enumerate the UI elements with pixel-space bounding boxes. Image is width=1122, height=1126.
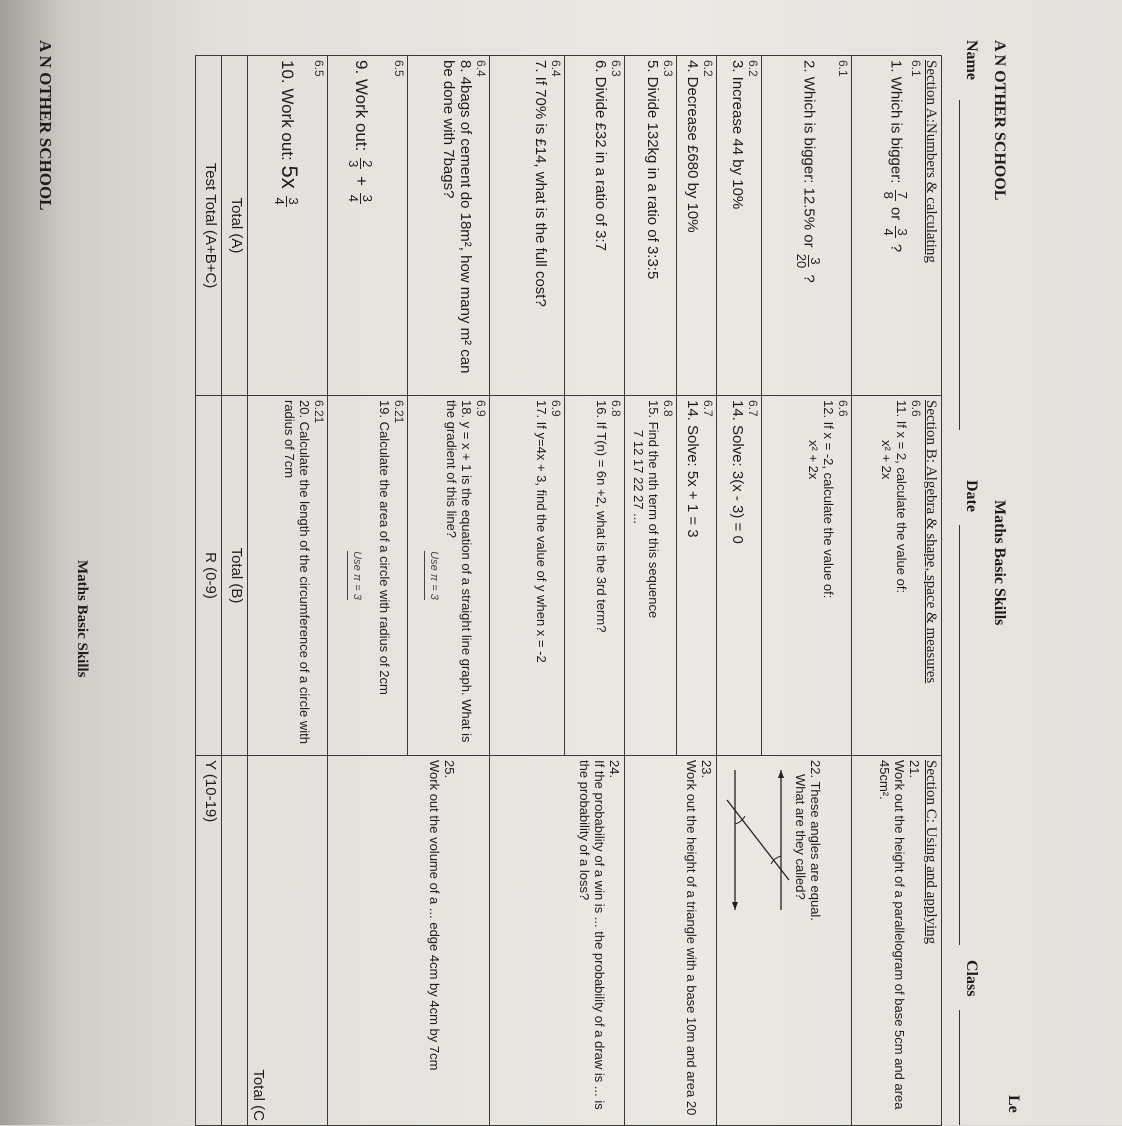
- q23-cell: [625, 756, 717, 1126]
- q10-multiplier: 5x: [277, 165, 303, 189]
- q5-cell: [625, 56, 677, 396]
- section-c-heading: Section C: Using and applying: [923, 760, 939, 945]
- band-y-cell[interactable]: [196, 756, 222, 1126]
- q22-question: What are they called?: [793, 774, 808, 900]
- q14-ref: 6.7: [701, 400, 715, 417]
- q12-ref: 6.6: [836, 400, 850, 417]
- q15-text: 15. Find the nth term of this sequence: [646, 400, 661, 619]
- total-b-label: Total (B): [228, 547, 245, 604]
- q11-ref: 6.6: [909, 400, 923, 417]
- q21-text: Work out the height of a parallelogram of base 5cm and area 45cm².: [877, 760, 907, 1110]
- q5-ref: 6.3: [661, 60, 675, 77]
- q9: [347, 60, 374, 391]
- q22-cell: [717, 756, 852, 1126]
- q6-text: 6. Divide £32 in a ratio of 3:7: [592, 60, 609, 251]
- q6-ref: 6.3: [609, 60, 623, 77]
- q13-ref: 6.7: [746, 400, 760, 417]
- total-c-cell: [248, 756, 328, 1126]
- q7-cell: [490, 56, 565, 396]
- q3-cell: [717, 56, 762, 396]
- q10-text: 10. Work out:: [278, 60, 298, 161]
- q11-cell: [852, 396, 942, 756]
- q7-ref: 6.4: [549, 60, 563, 77]
- section-b-heading: Section B: Algebra & shape, space & measures: [923, 400, 939, 684]
- q3-text: 3. Increase 44 by 10%: [729, 60, 746, 210]
- q12-expression: x² + 2x: [806, 440, 821, 480]
- band-y-label: Y (10-19): [202, 760, 219, 823]
- q8-text: 8. 4bags of cement do 18m², how many m² can be done with 7bags?: [440, 60, 474, 374]
- q18-ref: 6.9: [474, 400, 488, 417]
- section-a-heading: Section A:Numbers & calculating: [923, 60, 939, 263]
- q17-ref: 6.9: [549, 400, 563, 417]
- q25-number: 25.: [442, 760, 457, 779]
- q8-ref: 6.4: [474, 60, 488, 77]
- band-r-label: R (0-9): [202, 552, 219, 599]
- q10-cell: [248, 56, 328, 396]
- q2-qmark: ?: [800, 274, 818, 283]
- q8-cell: [408, 56, 490, 396]
- q4-cell: [677, 56, 717, 396]
- sheet-title: Maths Basic Skills: [991, 500, 1008, 626]
- q7-text: 7. If 70% is £14, what is the full cost?: [532, 60, 549, 307]
- q25-cell: [328, 756, 490, 1126]
- q20-cell: [248, 396, 328, 756]
- q13-cell: [717, 396, 762, 756]
- total-a-cell[interactable]: [222, 56, 248, 396]
- q23-number: 23.: [699, 760, 714, 779]
- footer-school-name: A N OTHER SCHOOL: [36, 40, 55, 211]
- test-total-label: Test Total (A+B+C): [202, 162, 219, 289]
- q15-sequence: 7 12 17 22 27 ...: [631, 430, 646, 524]
- date-label: Date: [963, 480, 980, 512]
- q19-cell: [328, 396, 408, 756]
- q3-ref: 6.2: [746, 60, 760, 77]
- q10: [272, 60, 303, 391]
- q1-fraction-b: 3 4: [881, 228, 910, 236]
- q21-cell: [852, 756, 942, 1126]
- angles-diagram: [723, 760, 793, 920]
- class-label: Class: [963, 960, 980, 997]
- q2: [795, 60, 822, 391]
- q1-or: or: [887, 206, 905, 221]
- q13-text: 14. Solve: 3(x - 3) = 0: [729, 400, 746, 544]
- q18-cell: [408, 396, 490, 756]
- q5-text: 5. Divide 132kg in a ratio of 3:3:5: [644, 60, 661, 280]
- q12-text: 12. If x = -2, calculate the value of:: [821, 400, 836, 599]
- footer-title: Maths Basic Skills: [74, 560, 90, 678]
- date-line[interactable]: [959, 525, 960, 945]
- q9-cell: [328, 56, 408, 396]
- q25-text: Work out the volume of a ... edge 4cm by 4cm by 7cm: [427, 760, 442, 1071]
- total-b-cell[interactable]: [222, 396, 248, 756]
- class-line[interactable]: [959, 1010, 960, 1125]
- q16-ref: 6.8: [609, 400, 623, 417]
- q21-number: 21.: [907, 760, 922, 779]
- q10-ref: 6.5: [312, 60, 326, 77]
- q6-cell: [565, 56, 625, 396]
- q15-ref: 6.8: [661, 400, 675, 417]
- q9-plus: +: [352, 176, 372, 186]
- worksheet: [30, 0, 1030, 1125]
- q12-cell: [762, 396, 852, 756]
- q14-text: 14. Solve: 5x + 1 = 3: [684, 400, 701, 538]
- q4-text: 4. Decrease £680 by 10%: [684, 60, 701, 233]
- q23-text: Work out the height of a triangle with a base 10m and area 20: [684, 760, 699, 1116]
- q1-text: 1. Which is bigger:: [887, 60, 905, 184]
- total-a-label: Total (A): [228, 197, 245, 254]
- q1-cell: [852, 56, 942, 396]
- school-name: A N OTHER SCHOOL: [991, 40, 1008, 201]
- q19-pi-note: Use π = 3: [424, 551, 442, 600]
- q2-cell: [762, 56, 852, 396]
- q24-number: 24.: [607, 760, 622, 779]
- questions-table: [195, 55, 942, 1126]
- q24-cell: [490, 756, 625, 1126]
- total-c-box[interactable]: [222, 756, 248, 1126]
- band-r-cell[interactable]: [196, 396, 222, 756]
- q2-ref: 6.1: [836, 60, 850, 77]
- q22-text: 22. These angles are equal.: [808, 760, 823, 921]
- total-c-label: Total (C: [250, 1069, 267, 1121]
- q9-fraction-a: 2 3: [346, 160, 375, 168]
- test-total-cell[interactable]: [196, 56, 222, 396]
- level-label: Le: [1005, 1095, 1022, 1113]
- q14-cell: [677, 396, 717, 756]
- q17-cell: [490, 396, 565, 756]
- q9-ref: 6.5: [392, 60, 406, 77]
- name-label: Name: [963, 40, 980, 80]
- q15-cell: [625, 396, 677, 756]
- q19-text: 19. Calculate the area of a circle with radius of 2cm: [377, 400, 392, 695]
- q1: [882, 60, 909, 391]
- q4-ref: 6.2: [701, 60, 715, 77]
- q2-text: 2. Which is bigger: 12.5% or: [800, 60, 818, 248]
- q16-cell: [565, 396, 625, 756]
- q11-text: 11. If x = 2, calculate the value of:: [894, 400, 909, 594]
- q24-text: If the probability of a win is ... the probability of a draw is ... is the probability of a loss?: [577, 760, 607, 1110]
- q9-fraction-b: 3 4: [346, 194, 375, 202]
- q20-pi-note: Use π = 3: [347, 551, 365, 600]
- q17-text: 17. If y=4x + 3, find the value of y when x = -2: [534, 400, 549, 663]
- q20-ref: 6.21: [312, 400, 326, 424]
- q20-text: 20. Calculate the length of the circumference of a circle with radius of 7cm: [282, 400, 312, 744]
- q2-fraction: 3 20: [794, 253, 823, 269]
- q19-ref: 6.21: [392, 400, 406, 424]
- q1-qmark: ?: [887, 243, 905, 253]
- q1-fraction-a: 7 8: [881, 191, 910, 199]
- q9-text: 9. Work out:: [352, 60, 372, 152]
- q1-ref: 6.1: [909, 60, 923, 77]
- q10-fraction: 3 4: [272, 197, 301, 205]
- name-line[interactable]: [959, 100, 960, 430]
- q11-expression: x² + 2x: [879, 440, 894, 480]
- q16-text: 16. If T(n) = 6n +2, what is the 3rd term?: [594, 400, 609, 633]
- q18-text: 18. y = x + 1 is the equation of a straight line graph. What is the gradient of this line?: [444, 400, 474, 743]
